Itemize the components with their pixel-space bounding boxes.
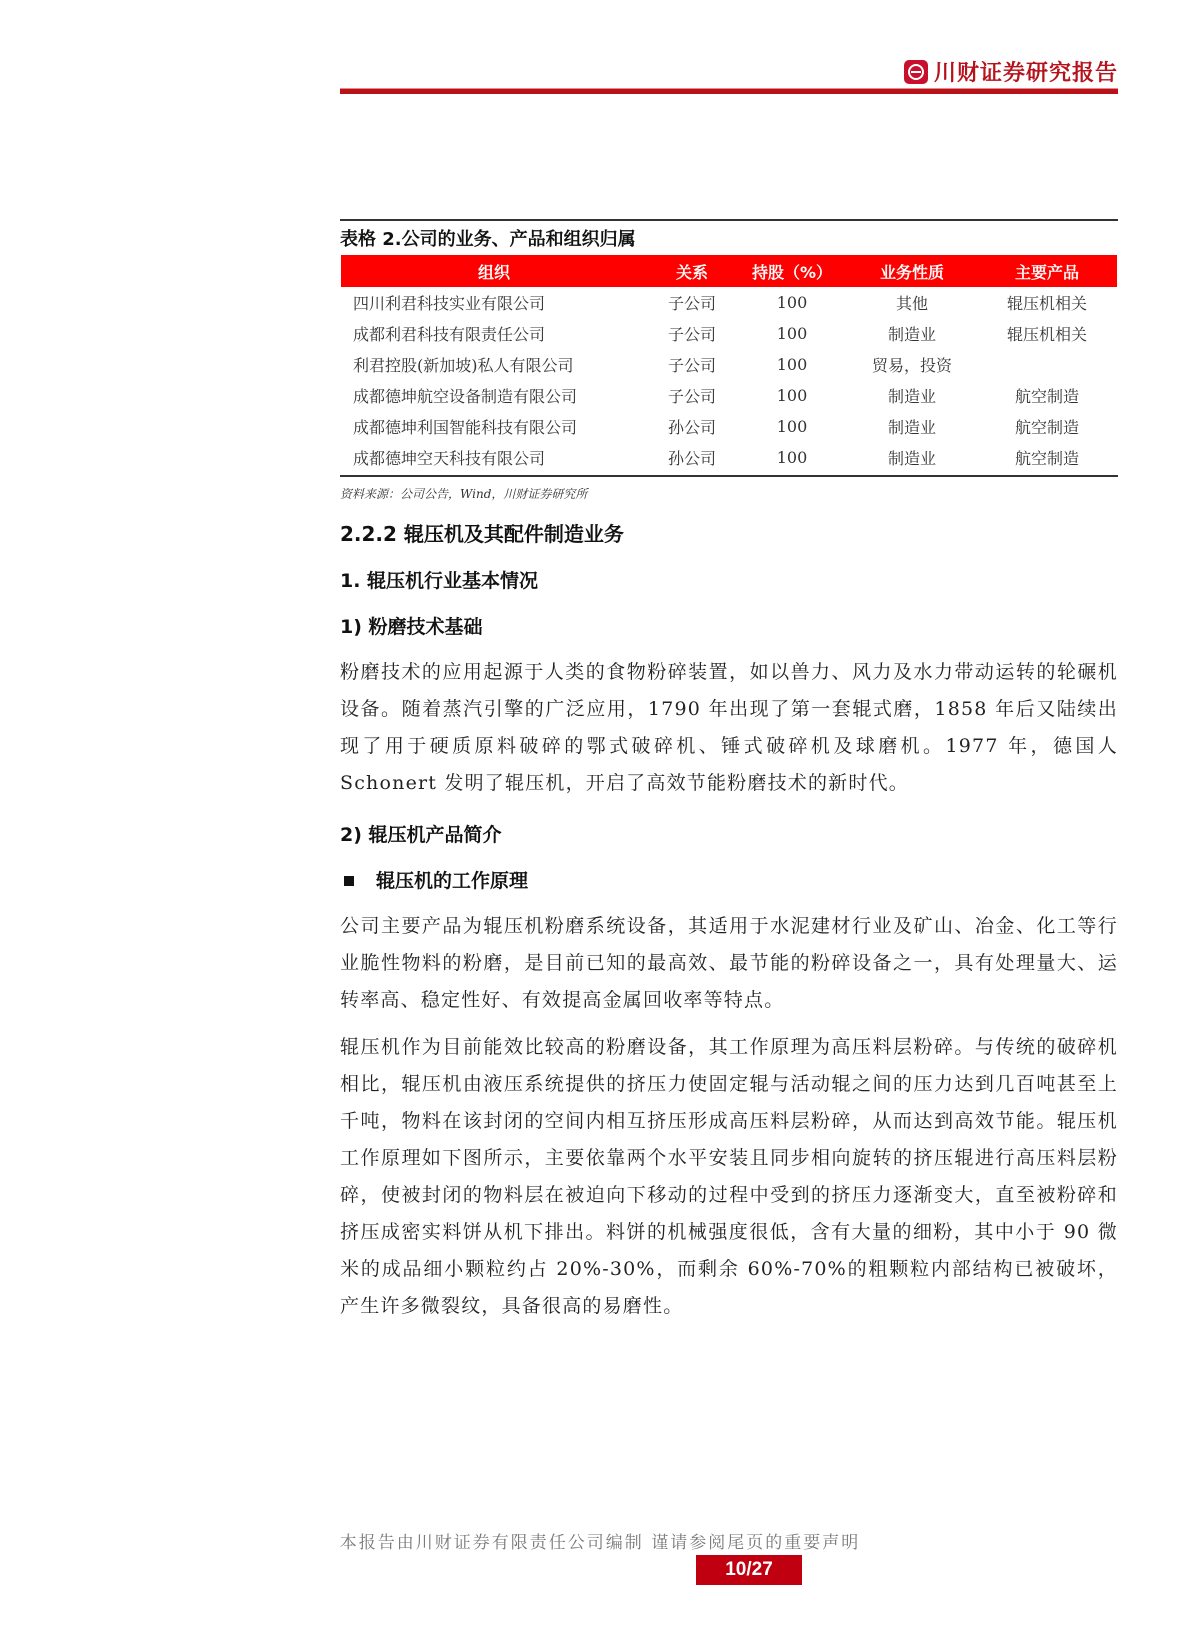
cell-product: 辊压机相关 — [1006, 325, 1087, 344]
subsidiary-table — [341, 255, 1117, 473]
table-caption: 表格 2.公司的业务、产品和组织归属 — [340, 229, 636, 250]
cell-org: 成都德坤利国智能科技有限公司 — [353, 418, 578, 437]
cell-share: 100 — [776, 293, 808, 312]
paragraph-working-principle: 辊压机作为目前能效比较高的粉磨设备，其工作原理为高压料层粉碎。与传统的破碎机相比，辊压机由液压系统提供的挤压力使固定辊与活动辊之间的压力达到几百吨甚至上千吨，物料在该封闭的空间内相互挤压形成高压料层粉碎，从而达到高效节能。辊压机工作原理如下图所示，主要依靠两个水平安装且同步相向旋转的挤压辊进行高压料层粉碎，使被封闭的物料层在被迫向下移动的过程中受到的挤压力逐渐变大，直至被粉碎和挤压成密实料饼从机下排出。料饼的机械强度很低，含有大量的细粉，其中小于 90 微米的成品细小颗粒约占 20%-30%，而剩余 60%-70%的粗颗粒内部结构已被破坏，产生许多微裂纹，具备很高的易磨性。 — [340, 1036, 1118, 1317]
col-header-product: 主要产品 — [977, 255, 1117, 287]
cell-product — [977, 349, 1117, 380]
cell-share: 100 — [776, 417, 808, 436]
paragraph-main-product: 公司主要产品为辊压机粉磨系统设备，其适用于水泥建材行业及矿山、冶金、化工等行业脆性物料的粉磨，是目前已知的最高效、最节能的粉碎设备之一，具有处理量大、运转率高、稳定性好、有效提高金属回收率等特点。 — [340, 915, 1118, 1011]
cell-product: 辊压机相关 — [1006, 294, 1087, 313]
cell-share: 100 — [776, 355, 808, 374]
subsidiary-table-block — [340, 219, 1118, 502]
table-source-note: 资料来源：公司公告，Wind，川财证券研究所 — [340, 487, 588, 501]
page-number-badge: 10/27 — [696, 1555, 802, 1585]
col-header-org: 组织 — [341, 255, 647, 287]
cell-product: 航空制造 — [1014, 418, 1079, 437]
table-row — [341, 380, 1117, 411]
cell-share: 100 — [776, 386, 808, 405]
cell-org: 成都利君科技有限责任公司 — [353, 325, 546, 344]
cell-relation: 子公司 — [667, 356, 716, 375]
table-row — [341, 442, 1117, 473]
brand-name: 川财证券研究报告 — [933, 61, 1118, 86]
cell-org: 成都德坤空天科技有限公司 — [353, 449, 546, 468]
chuancai-logo-icon — [904, 60, 928, 84]
paragraph-grinding-history: 粉磨技术的应用起源于人类的食物粉碎装置，如以兽力、风力及水力带动运转的轮碾机设备。随着蒸汽引擎的广泛应用，1790 年出现了第一套辊式磨，1858 年后又陆续出现了用于硬质原料破碎的鄂式破碎机、锤式破碎机及球磨机。1977 年，德国人 Schonert 发明了辊压机，开启了高效节能粉磨技术的新时代。 — [340, 661, 1118, 794]
bullet-heading — [340, 858, 1118, 904]
footer-disclaimer: 本报告由川财证券有限责任公司编制 谨请参阅尾页的重要声明 — [339, 1533, 861, 1553]
cell-share: 100 — [776, 448, 808, 467]
bullet-heading-text: 辊压机的工作原理 — [376, 870, 529, 892]
cell-relation: 子公司 — [667, 294, 716, 313]
table-bottom-rule — [340, 475, 1118, 477]
cell-relation: 孙公司 — [667, 449, 716, 468]
cell-nature: 制造业 — [887, 418, 936, 437]
cell-product: 航空制造 — [1014, 387, 1079, 406]
cell-product: 航空制造 — [1014, 449, 1079, 468]
subsection-heading-1-1: 1) 粉磨技术基础 — [340, 616, 483, 638]
cell-relation: 子公司 — [667, 387, 716, 406]
report-header-brand — [904, 56, 1118, 87]
table-header-row — [341, 255, 1117, 287]
table-row — [341, 349, 1117, 380]
cell-org: 成都德坤航空设备制造有限公司 — [353, 387, 578, 406]
report-body — [340, 510, 1118, 1335]
col-header-share: 持股（%） — [737, 255, 847, 287]
table-row — [341, 287, 1117, 318]
cell-nature: 其他 — [895, 294, 928, 313]
table-row — [341, 411, 1117, 442]
cell-nature: 制造业 — [887, 325, 936, 344]
cell-nature: 制造业 — [887, 449, 936, 468]
subsection-heading-1-2: 2) 辊压机产品简介 — [340, 824, 502, 846]
cell-share: 100 — [776, 324, 808, 343]
cell-relation: 孙公司 — [667, 418, 716, 437]
cell-org: 利君控股(新加坡)私人有限公司 — [353, 356, 574, 375]
cell-nature: 贸易，投资 — [871, 356, 952, 375]
col-header-relation: 关系 — [647, 255, 737, 287]
subsection-heading-1: 1. 辊压机行业基本情况 — [340, 570, 539, 592]
square-bullet-icon — [344, 876, 354, 886]
section-heading: 2.2.2 辊压机及其配件制造业务 — [340, 522, 624, 546]
header-divider — [340, 88, 1118, 94]
table-row — [341, 318, 1117, 349]
col-header-nature: 业务性质 — [847, 255, 977, 287]
cell-relation: 子公司 — [667, 325, 716, 344]
cell-org: 四川利君科技实业有限公司 — [353, 294, 546, 313]
cell-nature: 制造业 — [887, 387, 936, 406]
